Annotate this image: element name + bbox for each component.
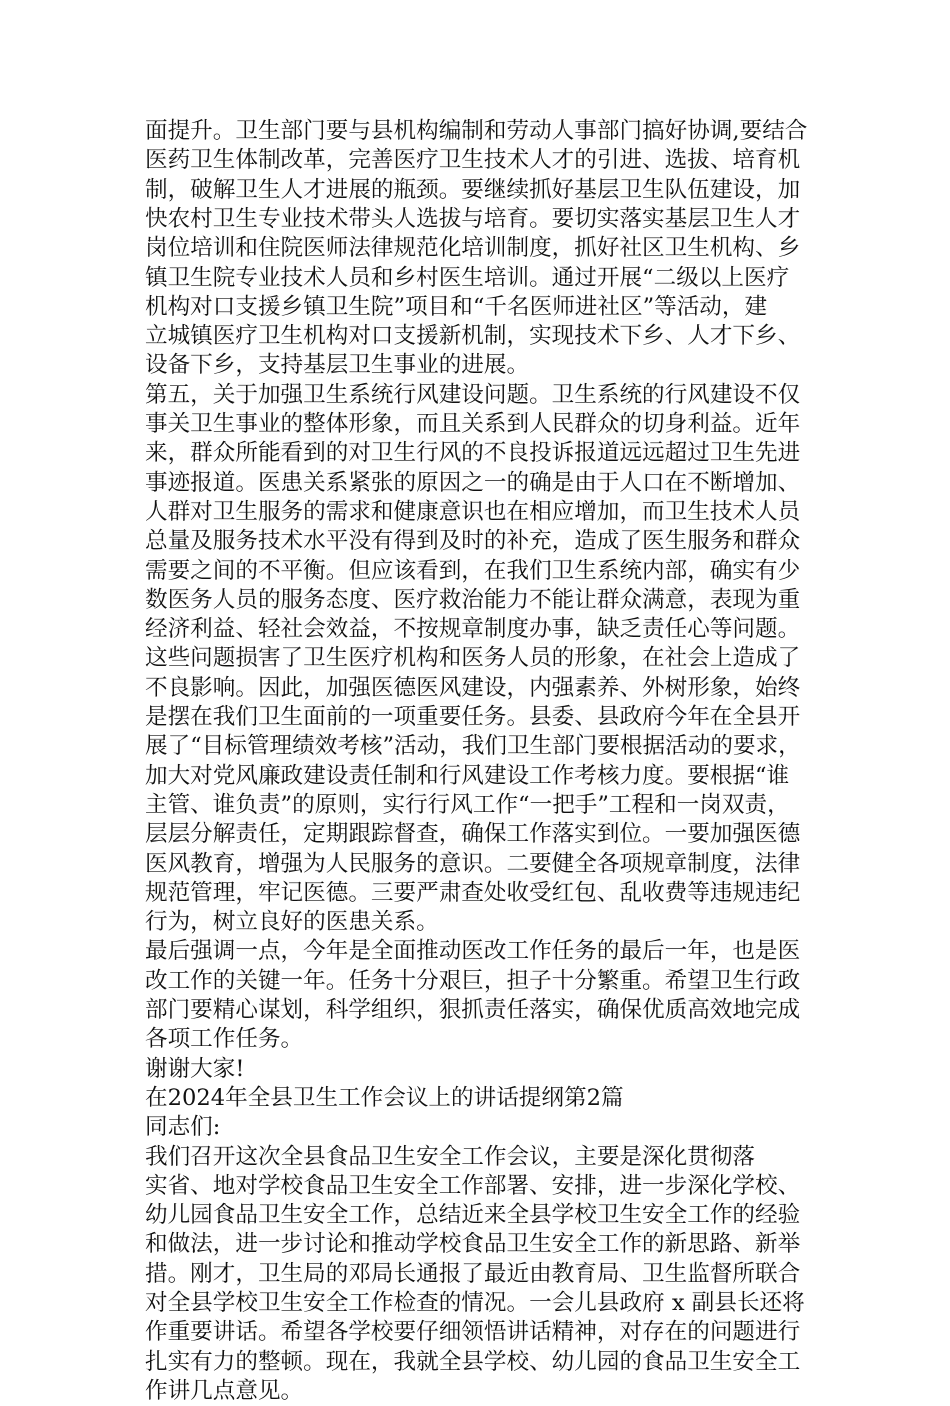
text-line: 部门要精心谋划，科学组织，狠抓责任落实，确保优质高效地完成 — [145, 997, 801, 1023]
text-line: 人群对卫生服务的需求和健康意识也在相应增加，而卫生技术人员 — [145, 498, 801, 525]
text-line: 行为，树立良好的医患关系。 — [145, 909, 439, 936]
text-line: 需要之间的不平衡。但应该看到，在我们卫生系统内部，确实有少 — [145, 557, 801, 584]
text-line: 作重要讲话。希望各学校要仔细领悟讲话精神，对存在的问题进行 — [145, 1319, 801, 1346]
text-line: 层层分解责任，定期跟踪督查，确保工作落实到位。一要加强医德 — [145, 821, 801, 848]
text-line: 这些问题损害了卫生医疗机构和医务人员的形象，在社会上造成了 — [145, 645, 801, 672]
text-line: 在2024年全县卫生工作会议上的讲话提纲第2篇 — [145, 1084, 624, 1111]
text-line: 幼儿园食品卫生安全工作，总结近来全县学校卫生安全工作的经验 — [145, 1202, 801, 1229]
text-line: 数医务人员的服务态度、医疗救治能力不能让群众满意，表现为重 — [145, 586, 801, 613]
text-line: 措。刚才，卫生局的邓局长通报了最近由教育局、卫生监督所联合 — [145, 1260, 801, 1287]
text-line: 设备下乡，支持基层卫生事业的进展。 — [145, 352, 530, 379]
text-line: 制，破解卫生人才进展的瓶颈。要继续抓好基层卫生队伍建设，加 — [145, 176, 801, 203]
text-line: 经济利益、轻社会效益，不按规章制度办事，缺乏责任心等问题。 — [145, 616, 801, 643]
text-line: 是摆在我们卫生面前的一项重要任务。县委、县政府今年在全县开 — [145, 704, 801, 730]
text-line: 面提升。卫生部门要与县机构编制和劳动人事部门搞好协调,要结合 — [145, 118, 808, 144]
text-line: 镇卫生院专业技术人员和乡村医生培训。通过开展“二级以上医疗 — [145, 264, 790, 291]
text-line: 作讲几点意见。 — [145, 1377, 304, 1404]
text-line: 我们召开这次全县食品卫生安全工作会议，主要是深化贯彻落 — [145, 1143, 756, 1170]
text-line: 规范管理，牢记医德。三要严肃查处收受红包、乱收费等违规违纪 — [145, 879, 801, 906]
text-line: 实省、地对学校食品卫生安全工作部署、安排，进一步深化学校、 — [145, 1172, 801, 1199]
text-line: 机构对口支援乡镇卫生院”项目和“千名医师进社区”等活动，建 — [145, 293, 768, 320]
text-line: 来，群众所能看到的对卫生行风的不良投诉报道远远超过卫生先进 — [145, 440, 801, 467]
text-line: 医药卫生体制改革，完善医疗卫生技术人才的引进、选拔、培育机 — [145, 147, 801, 174]
text-line: 改工作的关键一年。任务十分艰巨，担子十分繁重。希望卫生行政 — [145, 967, 801, 994]
text-line: 立城镇医疗卫生机构对口支援新机制，实现技术下乡、人才下乡、 — [145, 323, 801, 350]
text-line: 对全县学校卫生安全工作检查的情况。一会儿县政府 x 副县长还将 — [145, 1290, 805, 1316]
text-line: 不良影响。因此，加强医德医风建设，内强素养、外树形象，始终 — [145, 674, 801, 701]
text-line: 事迹报道。医患关系紧张的原因之一的确是由于人口在不断增加、 — [145, 469, 801, 496]
text-line: 各项工作任务。 — [145, 1026, 304, 1053]
text-line: 和做法，进一步讨论和推动学校食品卫生安全工作的新思路、新举 — [145, 1231, 801, 1258]
text-line: 同志们: — [145, 1114, 221, 1141]
text-line: 总量及服务技术水平没有得到及时的补充，造成了医生服务和群众 — [145, 528, 801, 555]
text-line: 医风教育，增强为人民服务的意识。二要健全各项规章制度，法律 — [145, 850, 801, 877]
text-line: 扎实有力的整顿。现在，我就全县学校、幼儿园的食品卫生安全工 — [145, 1348, 801, 1375]
text-line: 主管、谁负责”的原则，实行行风工作“一把手”工程和一岗双责， — [145, 791, 790, 818]
text-line: 展了“目标管理绩效考核”活动，我们卫生部门要根据活动的要求， — [145, 733, 801, 760]
text-line: 快农村卫生专业技术带头人选拔与培育。要切实落实基层卫生人才 — [145, 205, 801, 232]
text-line: 事关卫生事业的整体形象，而且关系到人民群众的切身利益。近年 — [145, 411, 801, 437]
text-line: 谢谢大家! — [145, 1055, 245, 1082]
text-line: 加大对党风廉政建设责任制和行风建设工作考核力度。要根据“谁 — [145, 762, 790, 789]
text-line: 岗位培训和住院医师法律规范化培训制度，抓好社区卫生机构、乡 — [145, 235, 801, 262]
text-line: 第五，关于加强卫生系统行风建设问题。卫生系统的行风建设不仅 — [145, 381, 801, 408]
text-line: 最后强调一点，今年是全面推动医改工作任务的最后一年，也是医 — [145, 938, 801, 965]
